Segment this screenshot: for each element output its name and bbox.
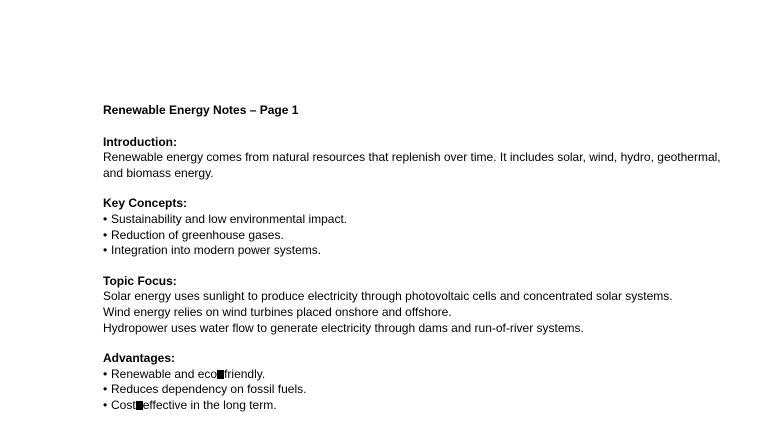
bullet-mark: •	[103, 382, 108, 397]
topic-focus-solar: Solar energy uses sunlight to produce electricity through photovoltaic cells and concentrated solar systems.	[103, 289, 673, 304]
bullet-mark: •	[103, 397, 108, 412]
bullet-mark: •	[103, 366, 108, 381]
missing-glyph-box	[136, 401, 143, 410]
topic-focus-wind: Wind energy relies on wind turbines placed onshore and offshore.	[103, 304, 452, 319]
bullet-mark: •	[103, 211, 108, 226]
list-item	[103, 398, 743, 414]
topic-focus-heading: Topic Focus:	[103, 273, 177, 288]
advantages-list	[103, 367, 743, 414]
section-key-concepts	[103, 196, 743, 258]
document-page	[103, 103, 743, 429]
list-item-text-start: Cost	[111, 397, 136, 412]
topic-focus-hydro: Hydropower uses water flow to generate electricity through dams and run-of-river systems.	[103, 320, 584, 335]
list-item	[103, 228, 743, 244]
bullet-mark: •	[103, 243, 108, 258]
list-item	[103, 243, 743, 259]
list-item	[103, 212, 743, 228]
list-item-text-end: friendly.	[224, 366, 266, 381]
list-item-text: Sustainability and low environmental impact.	[111, 211, 348, 226]
list-item-text-start: Renewable and eco	[111, 366, 218, 381]
list-item	[103, 367, 743, 383]
document-title: Renewable Energy Notes – Page 1	[103, 103, 299, 117]
advantages-heading: Advantages:	[103, 351, 176, 366]
introduction-heading: Introduction:	[103, 134, 177, 149]
key-concepts-list	[103, 212, 743, 259]
key-concepts-heading: Key Concepts:	[103, 196, 188, 211]
section-introduction	[103, 135, 743, 182]
section-topic-focus	[103, 274, 743, 336]
bullet-mark: •	[103, 227, 108, 242]
list-item-text: Integration into modern power systems.	[111, 243, 322, 258]
list-item	[103, 382, 743, 398]
introduction-text: Renewable energy comes from natural resources that replenish over time. It includes solar, wind, hydro, geothermal, and biomass energy.	[103, 150, 721, 180]
section-advantages	[103, 351, 743, 413]
list-item-text-end: effective in the long term.	[142, 397, 277, 412]
list-item-text: Reduces dependency on fossil fuels.	[111, 382, 307, 397]
list-item-text: Reduction of greenhouse gases.	[111, 227, 284, 242]
